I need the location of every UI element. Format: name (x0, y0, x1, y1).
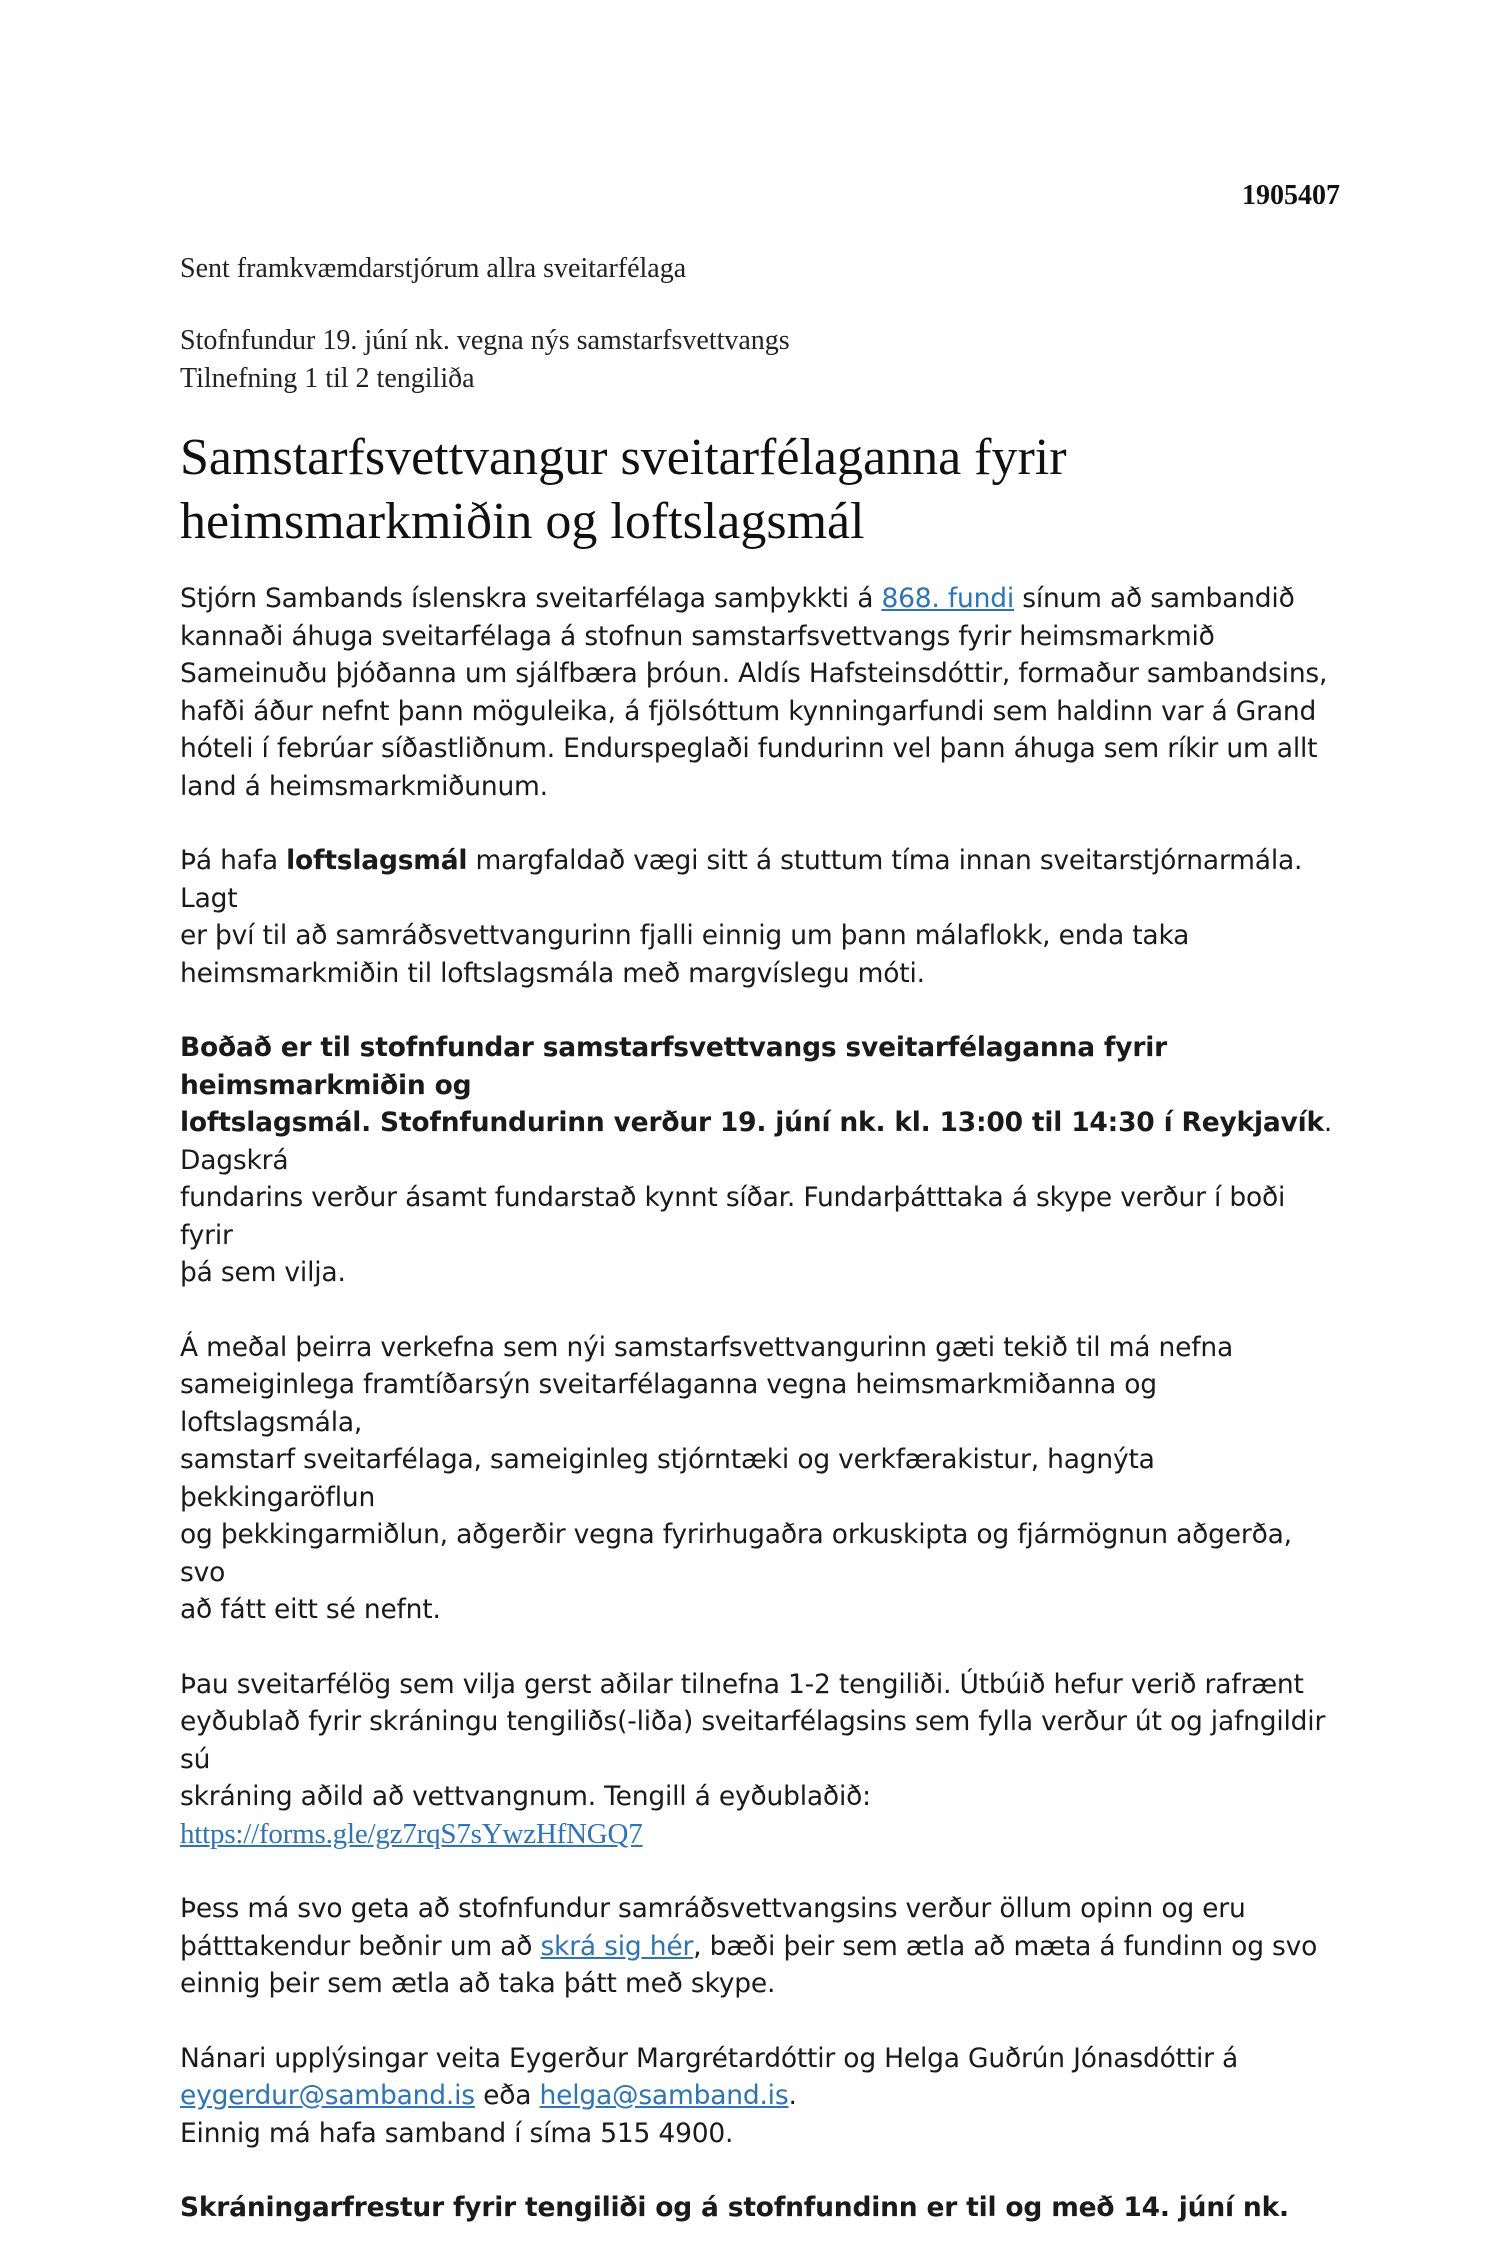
paragraph-climate: Þá hafa loftslagsmál margfaldað vægi sitt á stuttum tíma innan sveitarstjórnarmála. Lagt er því til að samráðsvettvangurinn fjalli einnig um þann málaflokk, enda taka heimsmarkmiðin til loftslagsmála með margvíslegu móti. (180, 845, 1303, 989)
paragraph-contacts: Nánari upplýsingar veita Eygerður Margrétardóttir og Helga Guðrún Jónasdóttir á eygerdur@samband.is eða helga@samband.is. Einnig má hafa samband í síma 515 4900. (180, 2042, 1239, 2149)
paragraph-open-meeting: Þess má svo geta að stofnfundur samráðsvettvangsins verður öllum opinn og eru þátttakendur beðnir um að skrá sig hér, bæði þeir sem ætla að mæta á fundinn og svo einnig þeir sem ætla að taka þátt með skype. (180, 1893, 1318, 1999)
paragraph-registration-form: Þau sveitarfélög sem vilja gerst aðilar tilnefna 1-2 tengiliði. Útbúið hefur verið rafrænt eyðublað fyrir skráningu tengiliðs(-liða) sveitarfélagsins sem fylla verður út og jafngildir sú skráning aðild að vettvangnum. Tengill á eyðublaðið: https://forms.gle/gz7rqS7sYwzHfNGQ7 (180, 1668, 1326, 1850)
paragraph-meeting-announcement: Boðað er til stofnfundar samstarfsvettvangs sveitarfélaganna fyrir heimsmarkmiðin og loftslagsmál. Stofnfundurinn verður 19. júní nk. kl. 13:00 til 14:30 í Reykjavík. Dagskrá fundarins verður ásamt fundarstað kynnt síðar. Fundarþátttaka á skype verður í boði fyrir þá sem vilja. (180, 1032, 1333, 1288)
document-number: 1905407 (1242, 180, 1340, 211)
title-line-2: heimsmarkmiðin og loftslagsmál (180, 493, 865, 550)
document-body (180, 580, 1340, 2264)
subject-block (180, 322, 790, 398)
email-eygerdur-link[interactable]: eygerdur@samband.is (180, 2080, 475, 2111)
document-title (180, 426, 1280, 554)
sign-up-link[interactable]: skrá sig hér (540, 1930, 694, 1962)
paragraph-tasks: Á meðal þeirra verkefna sem nýi samstarfsvettvangurinn gæti tekið til má nefna sameiginlega framtíðarsýn sveitarfélaganna vegna heimsmarkmiðanna og loftslagsmála, samstarf sveitarfélaga, sameiginleg stjórntæki og verkfærakistur, hagnýta þekkingaröflun og þekkingarmiðlun, aðgerðir vegna fyrirhugaðra orkuskipta og fjármögnun aðgerða, svo að fátt eitt sé nefnt. (180, 1331, 1292, 1625)
climate-keyword: loftslagsmál (286, 845, 468, 876)
title-line-1: Samstarfsvettvangur sveitarfélaganna fyrir (180, 429, 1067, 486)
subject-line-1: Stofnfundur 19. júní nk. vegna nýs samstarfsvettvangs (180, 325, 790, 356)
paragraph-deadline: Skráningarfrestur fyrir tengiliði og á stofnfundinn er til og með 14. júní nk. (180, 2192, 1289, 2223)
meeting-868-link[interactable]: 868. fundi (881, 583, 1014, 614)
email-helga-link[interactable]: helga@samband.is (539, 2080, 789, 2111)
registration-form-link[interactable]: https://forms.gle/gz7rqS7sYwzHfNGQ7 (180, 1817, 643, 1850)
paragraph-intro: Stjórn Sambands íslenskra sveitarfélaga samþykkti á 868. fundi sínum að sambandið kannaði áhuga sveitarfélaga á stofnun samstarfsvettvangs fyrir heimsmarkmið Sameinuðu þjóðanna um sjálfbæra þróun. Aldís Hafsteinsdóttir, formaður sambandsins, hafði áður nefnt þann möguleika, á fjölsóttum kynningarfundi sem haldinn var á Grand hóteli í febrúar síðastliðnum. Endurspeglaði fundurinn vel þann áhuga sem ríkir um allt land á heimsmarkmiðunum. (180, 583, 1328, 802)
subject-line-2: Tilnefning 1 til 2 tengiliða (180, 363, 475, 394)
recipient-line: Sent framkvæmdarstjórum allra sveitarfélaga (180, 253, 687, 284)
